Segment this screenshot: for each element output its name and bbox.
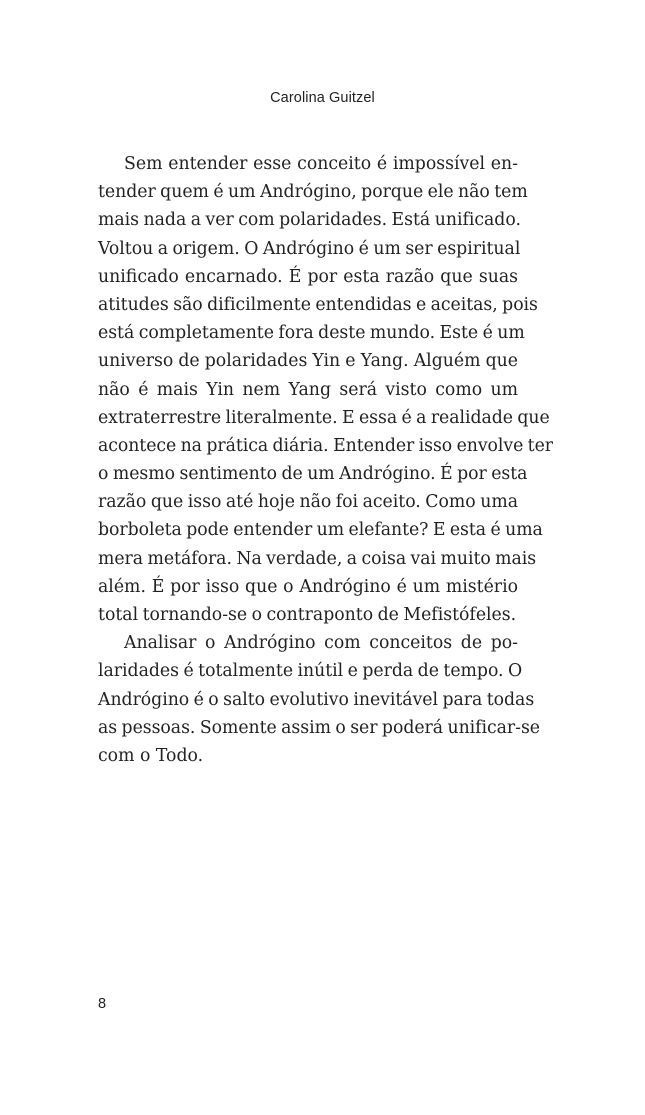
text-line: está completamente fora deste mundo. Este é um bbox=[98, 323, 525, 344]
running-header-author: Carolina Guitzel bbox=[270, 90, 375, 106]
text-line: além. É por isso que o Andrógino é um mistério bbox=[98, 576, 518, 597]
text-line: Andrógino é o salto evolutivo inevitável para todas bbox=[98, 689, 535, 710]
text-line: com o Todo. bbox=[98, 745, 204, 766]
text-line: atitudes são dificilmente entendidas e aceitas, pois bbox=[98, 294, 538, 315]
text-line: o mesmo sentimento de um Andrógino. É por esta bbox=[98, 464, 528, 485]
text-line: unificado encarnado. É por esta razão que suas bbox=[98, 266, 518, 287]
body-text bbox=[98, 150, 553, 770]
text-line: mera metáfora. Na verdade, a coisa vai muito mais bbox=[98, 548, 537, 569]
text-line: Voltou a origem. O Andrógino é um ser espiritual bbox=[98, 238, 521, 259]
text-line: tender quem é um Andrógino, porque ele não tem bbox=[98, 182, 528, 203]
text-line: mais nada a ver com polaridades. Está unificado. bbox=[98, 210, 521, 231]
text-line: total tornando-se o contraponto de Mefistófeles. bbox=[98, 605, 517, 625]
text-line: acontece na prática diária. Entender isso envolve ter bbox=[98, 435, 553, 456]
text-line: laridades é totalmente inútil e perda de tempo. O bbox=[98, 661, 523, 682]
paragraph-2 bbox=[98, 629, 540, 770]
text-line: não é mais Yin nem Yang será visto como um bbox=[98, 379, 518, 400]
text-line: universo de polaridades Yin e Yang. Alguém que bbox=[98, 351, 518, 372]
text-line: Analisar o Andrógino com conceitos de po- bbox=[124, 633, 518, 654]
paragraph-1 bbox=[98, 150, 553, 629]
text-line: borboleta pode entender um elefante? E esta é uma bbox=[98, 520, 543, 541]
text-line: extraterrestre literalmente. E essa é a realidade que bbox=[98, 407, 550, 428]
text-line: razão que isso até hoje não foi aceito. Como uma bbox=[98, 492, 518, 513]
page-number: 8 bbox=[98, 996, 107, 1012]
text-line: as pessoas. Somente assim o ser poderá unificar-se bbox=[98, 717, 540, 738]
text-line: Sem entender esse conceito é impossível en- bbox=[124, 154, 518, 174]
